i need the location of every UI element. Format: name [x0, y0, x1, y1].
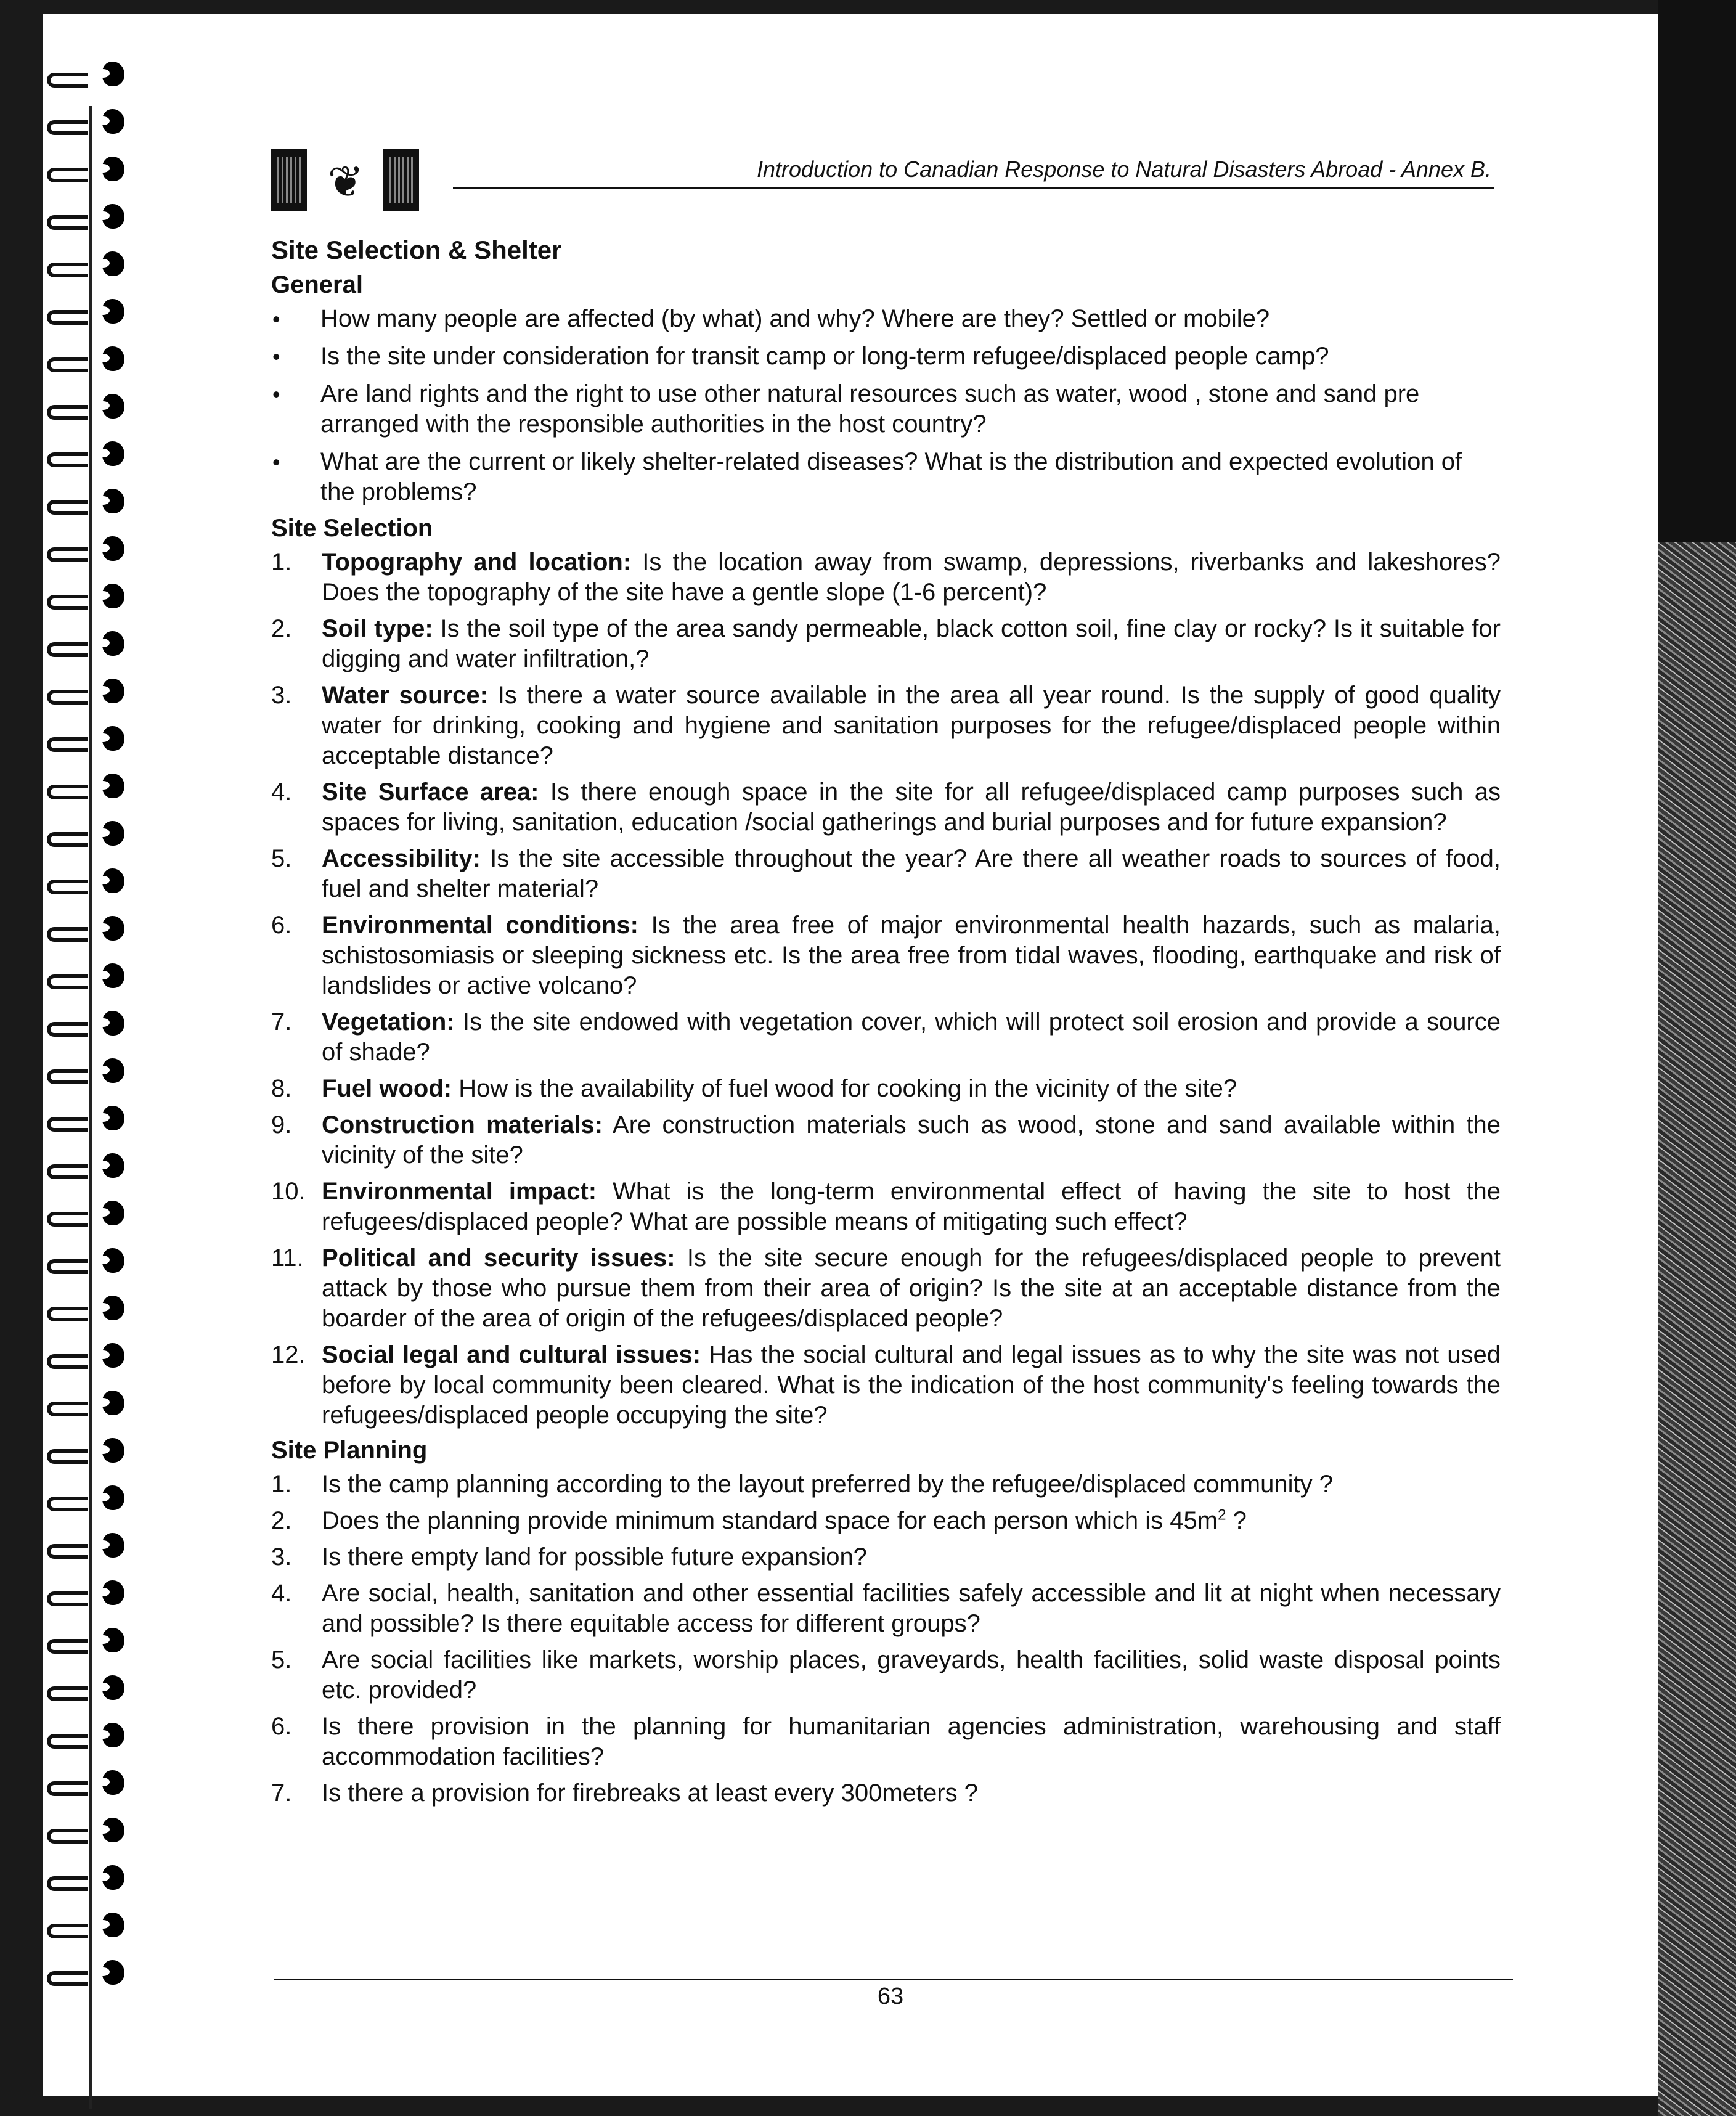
spiral-coil — [47, 199, 133, 234]
item-text: Has the social cultural and legal issues as to why the site was not used before by local community been cleared. What is the indication of the host community's feeling towards the refugees/displaced people occupying the site? — [322, 1341, 1501, 1429]
coil-wire — [47, 310, 88, 325]
item-text: Does the planning provide minimum standard space for each person which is 45m — [322, 1507, 1218, 1534]
coil-wire — [47, 832, 88, 847]
canadian-flag-icon — [271, 149, 419, 211]
spiral-coil — [47, 1196, 133, 1230]
item-text: Is there a provision for firebreaks at least every 300meters ? — [322, 1779, 978, 1807]
binding-hole — [102, 1960, 124, 1985]
site-planning-item — [271, 1469, 1501, 1500]
coil-wire — [47, 452, 88, 467]
coil-wire — [47, 1734, 88, 1749]
item-text: Is there a water source available in the area all year round. Is the supply of good quality water for drinking, cooking and hygiene and sanitation purposes for the refugee/displaced people within acceptable distance? — [322, 682, 1501, 769]
coil-wire — [47, 263, 88, 277]
binding-hole — [102, 868, 124, 893]
general-item: • How many people are affected (by what) and why? Where are they? Settled or mobile? — [271, 304, 1501, 334]
binding-hole — [102, 963, 124, 988]
binding-hole — [102, 1580, 124, 1605]
site-selection-heading: Site Selection — [271, 515, 433, 542]
site-selection-list — [271, 547, 1501, 1431]
spiral-coil — [47, 247, 133, 281]
coil-wire — [47, 595, 88, 610]
binding-hole — [102, 1818, 124, 1842]
binding-hole — [102, 1770, 124, 1795]
site-planning-item — [271, 1506, 1501, 1536]
coil-wire — [47, 1971, 88, 1986]
spiral-coil — [47, 1101, 133, 1135]
binding-hole — [102, 299, 124, 324]
binding-hole — [102, 1391, 124, 1415]
page-number: 63 — [877, 1983, 904, 2009]
running-header: Introduction to Canadian Response to Natural Disasters Abroad - Annex B. — [757, 157, 1491, 182]
item-label: Political and security issues: — [322, 1244, 675, 1272]
general-heading: General — [271, 271, 363, 298]
item-number: 10. — [271, 1178, 306, 1205]
binding-hole — [102, 62, 124, 86]
item-label: Accessibility: — [322, 845, 481, 872]
spiral-coil — [47, 721, 133, 756]
spiral-coil — [47, 294, 133, 329]
binding-hole — [102, 394, 124, 419]
binding-hole — [102, 1248, 124, 1273]
general-item: • What are the current or likely shelter-related diseases? What is the distribution and expected evolution of the problems? — [271, 447, 1501, 507]
item-number: 6. — [271, 1713, 292, 1740]
item-label: Environmental conditions: — [322, 912, 638, 939]
item-text: Is the camp planning according to the layout preferred by the refugee/displaced community ? — [322, 1471, 1333, 1498]
item-label: Construction materials: — [322, 1111, 603, 1138]
coil-wire — [47, 1781, 88, 1796]
binding-hole — [102, 631, 124, 656]
coil-wire — [47, 1117, 88, 1132]
item-text: Is there empty land for possible future expansion? — [322, 1543, 867, 1571]
site-selection-item — [271, 1340, 1501, 1431]
spiral-coil — [47, 769, 133, 803]
item-number: 5. — [271, 1646, 292, 1673]
coil-wire — [47, 1402, 88, 1416]
item-number: 9. — [271, 1111, 292, 1138]
scan-background-top-right — [1658, 0, 1736, 542]
site-selection-item — [271, 777, 1501, 838]
coil-wire — [47, 73, 88, 88]
coil-wire — [47, 357, 88, 372]
item-number: 6. — [271, 912, 292, 939]
binding-hole — [102, 679, 124, 703]
general-list — [271, 304, 1501, 507]
coil-wire — [47, 642, 88, 657]
item-text: What is the long-term environmental effect of having the site to host the refugees/displaced people? What are possible means of mitigating such effect? — [322, 1178, 1501, 1235]
spiral-coil — [47, 104, 133, 139]
site-selection-item — [271, 1243, 1501, 1334]
coil-wire — [47, 927, 88, 942]
site-selection-item — [271, 547, 1501, 608]
item-number: 1. — [271, 549, 292, 576]
coil-wire — [47, 1069, 88, 1084]
site-selection-item — [271, 1007, 1501, 1068]
coil-wire — [47, 1829, 88, 1844]
general-item: • Is the site under consideration for transit camp or long-term refugee/displaced people camp? — [271, 341, 1501, 372]
coil-wire — [47, 690, 88, 705]
item-number: 3. — [271, 1543, 292, 1571]
spiral-coil — [47, 1481, 133, 1515]
binding-hole — [102, 204, 124, 229]
item-number: 7. — [271, 1779, 292, 1807]
binding-hole — [102, 1106, 124, 1130]
binding-hole — [102, 584, 124, 608]
header-rule — [453, 187, 1494, 189]
coil-wire — [47, 1686, 88, 1701]
item-number: 4. — [271, 778, 292, 806]
item-text: Is the site accessible throughout the year? Are there all weather roads to sources of food, fuel and shelter material? — [322, 845, 1501, 902]
binding-hole — [102, 916, 124, 941]
item-number: 12. — [271, 1341, 306, 1368]
site-selection-item — [271, 1110, 1501, 1170]
site-planning-item — [271, 1712, 1501, 1772]
item-number: 7. — [271, 1008, 292, 1036]
page-content — [271, 235, 1501, 1815]
coil-wire — [47, 120, 88, 135]
site-selection-item — [271, 1177, 1501, 1237]
spiral-coil — [47, 152, 133, 186]
coil-wire — [47, 1924, 88, 1938]
spiral-coil — [47, 1813, 133, 1847]
coil-wire — [47, 215, 88, 230]
binding-hole — [102, 1628, 124, 1652]
binding-hole — [102, 157, 124, 181]
binding-hole — [102, 1201, 124, 1225]
site-planning-item — [271, 1579, 1501, 1639]
binding-hole — [102, 1723, 124, 1747]
item-label: Water source: — [322, 682, 488, 709]
item-text: Is the location away from swamp, depressions, riverbanks and lakeshores? Does the topography of the site have a gentle slope (1-6 percent)? — [322, 549, 1501, 606]
item-text-suffix: ? — [1226, 1507, 1247, 1534]
coil-wire — [47, 1449, 88, 1464]
item-number: 11. — [271, 1244, 304, 1272]
site-selection-item — [271, 614, 1501, 674]
item-number: 4. — [271, 1580, 292, 1607]
item-label: Social legal and cultural issues: — [322, 1341, 701, 1368]
spiral-coil — [47, 1718, 133, 1752]
site-planning-item — [271, 1778, 1501, 1808]
item-label: Topography and location: — [322, 549, 632, 576]
site-planning-list — [271, 1469, 1501, 1808]
item-number: 8. — [271, 1075, 292, 1102]
spiral-coil — [47, 1148, 133, 1183]
coil-wire — [47, 1022, 88, 1037]
item-text: Are social facilities like markets, worship places, graveyards, health facilities, solid waste disposal points etc. provided? — [322, 1646, 1501, 1704]
binding-hole — [102, 536, 124, 561]
coil-wire — [47, 880, 88, 894]
item-text: Is the soil type of the area sandy permeable, black cotton soil, fine clay or rocky? Is it suitable for digging and water infiltration,? — [322, 615, 1501, 672]
superscript: 2 — [1218, 1506, 1226, 1524]
coil-wire — [47, 974, 88, 989]
spiral-coil — [47, 436, 133, 471]
general-item: • Are land rights and the right to use other natural resources such as water, wood , stone and sand pre arranged with the responsible authorities in the host country? — [271, 379, 1501, 439]
binding-hole — [102, 346, 124, 371]
site-selection-item — [271, 844, 1501, 904]
coil-wire — [47, 500, 88, 515]
item-text: Is there enough space in the site for all refugee/displaced camp purposes such as spaces for living, sanitation, education /social gatherings and burial purposes and for future expansion? — [322, 778, 1501, 836]
coil-wire — [47, 1544, 88, 1559]
site-selection-item — [271, 680, 1501, 771]
site-planning-item — [271, 1542, 1501, 1572]
binding-hole — [102, 1296, 124, 1320]
binding-hole — [102, 1058, 124, 1083]
site-selection-item — [271, 910, 1501, 1001]
flag-right-bar — [383, 149, 419, 211]
coil-wire — [47, 1497, 88, 1511]
coil-wire — [47, 1212, 88, 1227]
spiral-coil — [47, 484, 133, 518]
item-number: 2. — [271, 615, 292, 642]
spiral-coil — [47, 1575, 133, 1610]
binding-hole — [102, 1913, 124, 1937]
binding-hole — [102, 774, 124, 798]
binding-hole — [102, 1011, 124, 1036]
spiral-coil — [47, 911, 133, 946]
item-number: 2. — [271, 1507, 292, 1534]
binding-hole — [102, 251, 124, 276]
spiral-coil — [47, 579, 133, 613]
item-label: Environmental impact: — [322, 1178, 597, 1205]
item-label: Vegetation: — [322, 1008, 455, 1036]
flag-left-bar — [271, 149, 307, 211]
spiral-coil — [47, 1386, 133, 1420]
spiral-coil — [47, 1053, 133, 1088]
coil-wire — [47, 547, 88, 562]
spiral-coil — [47, 958, 133, 993]
coil-wire — [47, 1876, 88, 1891]
binding-hole — [102, 109, 124, 134]
binding-hole — [102, 821, 124, 846]
item-text: Is the site secure enough for the refugees/displaced people to prevent attack by those who pursue them from their area of origin? Is the site at an acceptable distance from the boarder of the area of origin of the refugees/displaced people? — [322, 1244, 1501, 1332]
spiral-coil — [47, 1243, 133, 1278]
coil-wire — [47, 405, 88, 420]
binding-hole — [102, 726, 124, 751]
spiral-coil — [47, 626, 133, 661]
spiral-coil — [47, 816, 133, 851]
item-text: How is the availability of fuel wood for cooking in the vicinity of the site? — [452, 1075, 1237, 1102]
spiral-coil — [47, 1955, 133, 1990]
binding-hole — [102, 441, 124, 466]
item-number: 1. — [271, 1471, 292, 1498]
coil-wire — [47, 1307, 88, 1321]
spiral-coil — [47, 341, 133, 376]
site-selection-item — [271, 1074, 1501, 1104]
spiral-coil — [47, 1433, 133, 1468]
spiral-coil — [47, 531, 133, 566]
spiral-coil — [47, 1765, 133, 1800]
binding-hole — [102, 1438, 124, 1463]
item-label: Fuel wood: — [322, 1075, 452, 1102]
spiral-coil — [47, 389, 133, 423]
spiral-coil — [47, 1528, 133, 1562]
spiral-coil — [47, 1670, 133, 1705]
coil-wire — [47, 1591, 88, 1606]
spiral-coil — [47, 1006, 133, 1040]
item-label: Site Surface area: — [322, 778, 539, 806]
binding-hole — [102, 1343, 124, 1368]
item-text: Are construction materials such as wood, stone and sand available within the vicinity of the site? — [322, 1111, 1501, 1169]
binding-hole — [102, 1675, 124, 1700]
coil-wire — [47, 737, 88, 752]
coil-wire — [47, 1164, 88, 1179]
coil-wire — [47, 1259, 88, 1274]
spiral-coil — [47, 1291, 133, 1325]
item-text: Is the site endowed with vegetation cover, which will protect soil erosion and provide a source of shade? — [322, 1008, 1501, 1066]
binding-hole — [102, 1153, 124, 1178]
binding-hole — [102, 1865, 124, 1890]
spiral-binding — [43, 57, 136, 2091]
maple-leaf-icon: ❦ — [327, 158, 364, 206]
section-title: Site Selection & Shelter — [271, 235, 562, 264]
spiral-coil — [47, 1908, 133, 1942]
item-text: Are social, health, sanitation and other essential facilities safely accessible and lit at night when necessary and possible? Is there equitable access for different groups? — [322, 1580, 1501, 1637]
item-text: Is the area free of major environmental health hazards, such as malaria, schistosomiasis or sleeping sickness etc. Is the area free from tidal waves, flooding, earthquake and risk of landslides or active volcano? — [322, 912, 1501, 999]
coil-wire — [47, 1639, 88, 1654]
coil-wire — [47, 1354, 88, 1369]
site-planning-item — [271, 1645, 1501, 1705]
spiral-coil — [47, 1338, 133, 1373]
document-page — [43, 14, 1658, 2096]
spiral-coil — [47, 57, 133, 91]
coil-wire — [47, 168, 88, 182]
spiral-coil — [47, 864, 133, 898]
item-number: 5. — [271, 845, 292, 872]
spiral-coil — [47, 674, 133, 708]
spiral-coil — [47, 1623, 133, 1657]
site-planning-heading: Site Planning — [271, 1437, 428, 1464]
binding-hole — [102, 1485, 124, 1510]
footer-rule — [274, 1979, 1513, 1980]
item-text: Is there provision in the planning for humanitarian agencies administration, warehousing and staff accommodation facilities? — [322, 1713, 1501, 1770]
binding-hole — [102, 489, 124, 513]
item-number: 3. — [271, 682, 292, 709]
item-label: Soil type: — [322, 615, 433, 642]
coil-wire — [47, 785, 88, 799]
binding-hole — [102, 1533, 124, 1558]
spiral-coil — [47, 1860, 133, 1895]
